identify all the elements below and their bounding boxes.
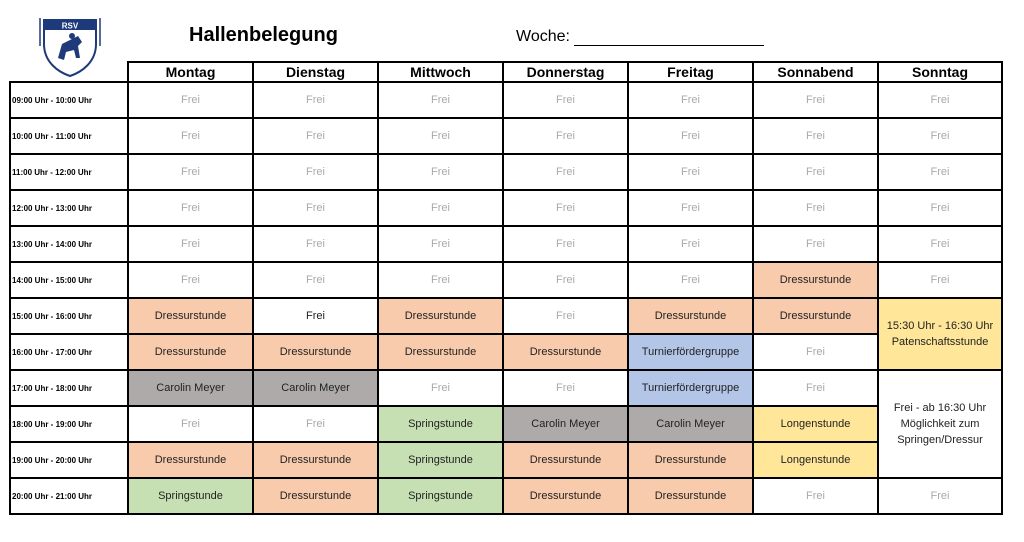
slot-cell: Frei	[753, 370, 878, 406]
time-slot: 19:00 Uhr - 20:00 Uhr	[10, 442, 128, 478]
slot-cell: Springstunde	[378, 406, 503, 442]
cell-line: 15:30 Uhr - 16:30 Uhr	[886, 320, 994, 332]
slot-cell: Frei	[628, 154, 753, 190]
cell-line: Frei - ab 16:30 Uhr	[893, 402, 987, 414]
slot-cell: Carolin Meyer	[503, 406, 628, 442]
time-slot: 11:00 Uhr - 12:00 Uhr	[10, 154, 128, 190]
time-slot: 10:00 Uhr - 11:00 Uhr	[10, 118, 128, 154]
slot-cell: Frei	[378, 370, 503, 406]
slot-cell: Frei	[253, 226, 378, 262]
page-title: Hallenbelegung	[189, 24, 338, 46]
slot-cell: Dressurstunde	[628, 478, 753, 514]
slot-cell: Frei	[378, 226, 503, 262]
corner-cell	[10, 62, 128, 82]
slot-cell: Frei	[378, 118, 503, 154]
day-header: Dienstag	[253, 62, 378, 82]
slot-cell: Frei	[128, 154, 253, 190]
slot-cell: Frei	[878, 154, 1002, 190]
slot-cell: Frei	[128, 118, 253, 154]
slot-cell: Dressurstunde	[253, 442, 378, 478]
cell-line: Springen/Dressur	[897, 434, 983, 446]
slot-cell: Frei	[253, 82, 378, 118]
slot-cell: Frei	[253, 118, 378, 154]
day-header: Sonntag	[878, 62, 1002, 82]
slot-cell: Frei	[753, 118, 878, 154]
slot-cell: Dressurstunde	[628, 442, 753, 478]
slot-cell: Dressurstunde	[128, 334, 253, 370]
slot-cell: Dressurstunde	[628, 298, 753, 334]
slot-cell: Turnierfördergruppe	[628, 370, 753, 406]
slot-cell: Dressurstunde	[753, 298, 878, 334]
cell-line: Möglichkeit zum	[900, 418, 980, 430]
time-slot: 13:00 Uhr - 14:00 Uhr	[10, 226, 128, 262]
schedule-table	[9, 61, 1003, 515]
slot-cell: Frei	[128, 190, 253, 226]
table-row	[10, 190, 1002, 226]
table-row	[10, 478, 1002, 514]
time-slot: 20:00 Uhr - 21:00 Uhr	[10, 478, 128, 514]
slot-cell: Frei	[878, 226, 1002, 262]
slot-cell: Frei	[128, 226, 253, 262]
day-header: Freitag	[628, 62, 753, 82]
slot-cell: Frei	[628, 226, 753, 262]
slot-cell: Dressurstunde	[128, 298, 253, 334]
slot-cell: Frei	[503, 226, 628, 262]
slot-cell: Frei	[878, 118, 1002, 154]
slot-cell: Frei	[503, 154, 628, 190]
slot-cell: Frei	[878, 82, 1002, 118]
slot-cell: Frei	[753, 190, 878, 226]
slot-cell: Frei	[128, 82, 253, 118]
slot-cell: Springstunde	[378, 442, 503, 478]
table-row	[10, 334, 1002, 370]
time-slot: 12:00 Uhr - 13:00 Uhr	[10, 190, 128, 226]
time-slot: 16:00 Uhr - 17:00 Uhr	[10, 334, 128, 370]
slot-cell: Frei	[628, 118, 753, 154]
table-row	[10, 82, 1002, 118]
table-row	[10, 442, 1002, 478]
slot-cell: Frei	[378, 262, 503, 298]
slot-cell: Frei	[378, 190, 503, 226]
slot-cell: Carolin Meyer	[128, 370, 253, 406]
slot-cell: Frei	[253, 298, 378, 334]
sunday-open-cell	[878, 370, 1002, 478]
slot-cell: Frei	[253, 154, 378, 190]
table-row	[10, 118, 1002, 154]
slot-cell: Frei	[753, 334, 878, 370]
slot-cell: Dressurstunde	[503, 478, 628, 514]
slot-cell: Frei	[628, 82, 753, 118]
time-slot: 15:00 Uhr - 16:00 Uhr	[10, 298, 128, 334]
table-row	[10, 154, 1002, 190]
slot-cell: Springstunde	[378, 478, 503, 514]
day-header: Sonnabend	[753, 62, 878, 82]
slot-cell: Frei	[378, 82, 503, 118]
slot-cell: Longenstunde	[753, 442, 878, 478]
table-row	[10, 226, 1002, 262]
slot-cell: Frei	[753, 226, 878, 262]
slot-cell: Dressurstunde	[253, 334, 378, 370]
slot-cell: Frei	[128, 262, 253, 298]
time-slot: 17:00 Uhr - 18:00 Uhr	[10, 370, 128, 406]
slot-cell: Frei	[503, 190, 628, 226]
slot-cell: Frei	[753, 154, 878, 190]
slot-cell: Frei	[753, 478, 878, 514]
slot-cell: Frei	[128, 406, 253, 442]
day-header: Donnerstag	[503, 62, 628, 82]
cell-line: Patenschaftsstunde	[891, 336, 989, 348]
slot-cell: Frei	[253, 190, 378, 226]
slot-cell: Frei	[253, 262, 378, 298]
slot-cell: Frei	[503, 82, 628, 118]
slot-cell: Dressurstunde	[378, 334, 503, 370]
slot-cell: Frei	[878, 190, 1002, 226]
svg-text:RSV: RSV	[61, 21, 79, 31]
slot-cell: Frei	[503, 118, 628, 154]
slot-cell: Dressurstunde	[503, 442, 628, 478]
day-header: Mittwoch	[378, 62, 503, 82]
header-row	[10, 62, 1002, 82]
slot-cell: Frei	[253, 406, 378, 442]
slot-cell: Frei	[753, 82, 878, 118]
slot-cell: Dressurstunde	[503, 334, 628, 370]
table-row	[10, 406, 1002, 442]
slot-cell: Carolin Meyer	[628, 406, 753, 442]
slot-cell: Frei	[378, 154, 503, 190]
slot-cell: Dressurstunde	[753, 262, 878, 298]
slot-cell: Carolin Meyer	[253, 370, 378, 406]
slot-cell: Dressurstunde	[253, 478, 378, 514]
slot-cell: Dressurstunde	[378, 298, 503, 334]
slot-cell: Frei	[628, 190, 753, 226]
slot-cell: Frei	[628, 262, 753, 298]
slot-cell: Springstunde	[128, 478, 253, 514]
slot-cell: Frei	[503, 262, 628, 298]
slot-cell: Longenstunde	[753, 406, 878, 442]
slot-cell: Frei	[503, 298, 628, 334]
time-slot: 14:00 Uhr - 15:00 Uhr	[10, 262, 128, 298]
table-row	[10, 370, 1002, 406]
sunday-patenschaft-cell	[878, 298, 1002, 370]
time-slot: 18:00 Uhr - 19:00 Uhr	[10, 406, 128, 442]
slot-cell: Frei	[503, 370, 628, 406]
time-slot: 09:00 Uhr - 10:00 Uhr	[10, 82, 128, 118]
slot-cell: Frei	[878, 478, 1002, 514]
week-label: Woche:	[516, 28, 570, 45]
slot-cell: Dressurstunde	[128, 442, 253, 478]
table-row	[10, 298, 1002, 334]
week-input-line[interactable]	[574, 45, 764, 46]
table-row	[10, 262, 1002, 298]
slot-cell: Frei	[878, 262, 1002, 298]
day-header: Montag	[128, 62, 253, 82]
slot-cell: Turnierfördergruppe	[628, 334, 753, 370]
